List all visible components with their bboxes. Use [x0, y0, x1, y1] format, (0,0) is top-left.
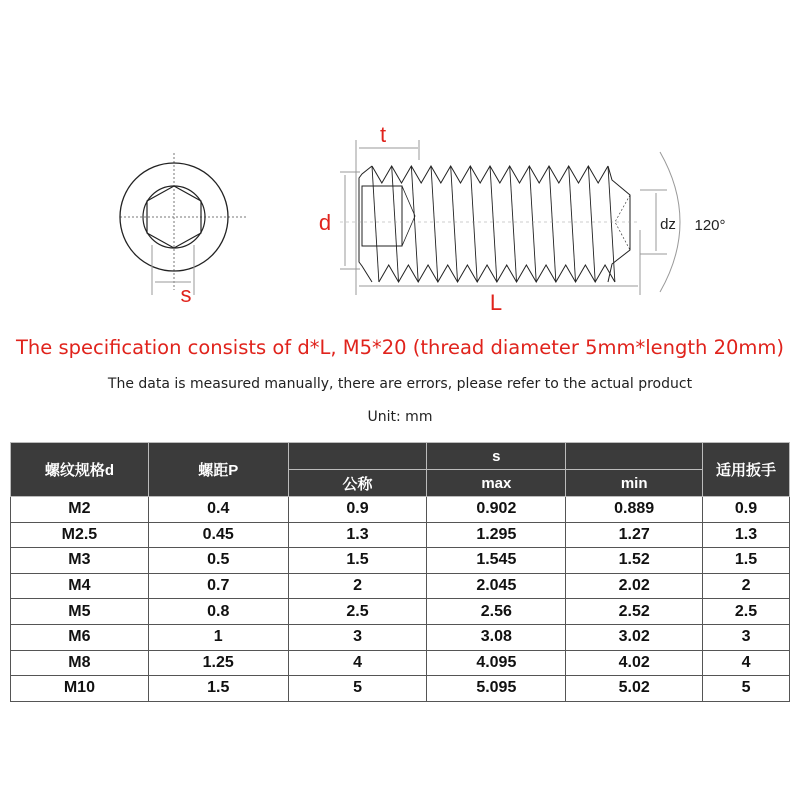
thread-line	[372, 166, 379, 282]
thread-line	[359, 166, 372, 282]
table-row	[11, 624, 790, 650]
thread-line	[569, 166, 576, 282]
cell-s-min: 4.02	[566, 650, 703, 676]
cell-pitch: 1.5	[148, 676, 288, 702]
cell-wrench: 2.5	[703, 599, 790, 625]
specification-headline: The specification consists of d*L, M5*20 (thread diameter 5mm*length 20mm)	[15, 336, 784, 359]
cell-s-max: 0.902	[427, 497, 566, 523]
table-row	[11, 548, 790, 574]
cell-wrench: 3	[703, 624, 790, 650]
table-row	[11, 522, 790, 548]
cell-spec: M2.5	[11, 522, 149, 548]
cell-pitch: 1.25	[148, 650, 288, 676]
cell-spec: M5	[11, 599, 149, 625]
thread-line	[588, 166, 595, 282]
cell-s-nominal: 2.5	[288, 599, 427, 625]
set-screw-diagram	[0, 0, 800, 330]
header-spec: 螺纹规格d	[11, 443, 149, 497]
cell-wrench: 1.3	[703, 522, 790, 548]
cell-spec: M2	[11, 497, 149, 523]
cell-s-min: 5.02	[566, 676, 703, 702]
label-dz: dz	[660, 216, 676, 233]
thread-line	[431, 166, 438, 282]
cell-s-min: 3.02	[566, 624, 703, 650]
cell-s-min: 0.889	[566, 497, 703, 523]
cell-pitch: 1	[148, 624, 288, 650]
cell-wrench: 2	[703, 573, 790, 599]
end-view	[120, 153, 248, 295]
cell-s-nominal: 1.3	[288, 522, 427, 548]
cell-wrench: 4	[703, 650, 790, 676]
unit-label: Unit: mm	[367, 409, 433, 425]
thread-line	[411, 166, 418, 282]
side-view	[340, 166, 640, 282]
cell-wrench: 5	[703, 676, 790, 702]
thread-line	[529, 166, 536, 282]
thread-line	[615, 195, 630, 250]
label-t: t	[379, 122, 387, 147]
cell-wrench: 1.5	[703, 548, 790, 574]
cell-s-nominal: 0.9	[288, 497, 427, 523]
table-row	[11, 599, 790, 625]
cell-pitch: 0.4	[148, 497, 288, 523]
cell-s-nominal: 3	[288, 624, 427, 650]
thread-line	[392, 166, 399, 282]
header-pitch: 螺距P	[148, 443, 288, 497]
cell-s-max: 5.095	[427, 676, 566, 702]
cell-spec: M10	[11, 676, 149, 702]
cell-spec: M8	[11, 650, 149, 676]
header-blank	[566, 443, 703, 470]
header-s: s	[427, 443, 566, 470]
header-nominal: 公称	[288, 470, 427, 497]
thread-line	[549, 166, 556, 282]
label-d: d	[318, 210, 332, 235]
header-min: min	[566, 470, 703, 497]
thread-line	[451, 166, 458, 282]
cell-pitch: 0.8	[148, 599, 288, 625]
measurement-note: The data is measured manually, there are errors, please refer to the actual product	[107, 376, 693, 392]
cell-s-nominal: 1.5	[288, 548, 427, 574]
cell-s-min: 2.52	[566, 599, 703, 625]
cell-s-nominal: 5	[288, 676, 427, 702]
header-max: max	[427, 470, 566, 497]
cell-s-nominal: 2	[288, 573, 427, 599]
cell-s-min: 2.02	[566, 573, 703, 599]
spec-table	[10, 442, 790, 702]
cell-wrench: 0.9	[703, 497, 790, 523]
label-angle: 120°	[694, 217, 726, 234]
thread-line	[510, 166, 517, 282]
table-row	[11, 676, 790, 702]
cell-s-max: 3.08	[427, 624, 566, 650]
cell-pitch: 0.45	[148, 522, 288, 548]
header-wrench: 适用扳手	[703, 443, 790, 497]
cell-s-max: 1.295	[427, 522, 566, 548]
cell-s-max: 1.545	[427, 548, 566, 574]
table-row	[11, 650, 790, 676]
cell-s-max: 2.045	[427, 573, 566, 599]
cell-pitch: 0.5	[148, 548, 288, 574]
cell-pitch: 0.7	[148, 573, 288, 599]
table-row	[11, 497, 790, 523]
table-row	[11, 573, 790, 599]
thread-line	[470, 166, 477, 282]
cell-s-min: 1.27	[566, 522, 703, 548]
dimension-lines	[340, 140, 680, 295]
cell-s-nominal: 4	[288, 650, 427, 676]
cell-spec: M3	[11, 548, 149, 574]
label-L: L	[489, 290, 503, 315]
header-blank	[288, 443, 427, 470]
cell-s-min: 1.52	[566, 548, 703, 574]
thread-line	[490, 166, 497, 282]
cell-spec: M6	[11, 624, 149, 650]
label-s: s	[180, 282, 192, 307]
cell-s-max: 2.56	[427, 599, 566, 625]
cell-s-max: 4.095	[427, 650, 566, 676]
cell-spec: M4	[11, 573, 149, 599]
